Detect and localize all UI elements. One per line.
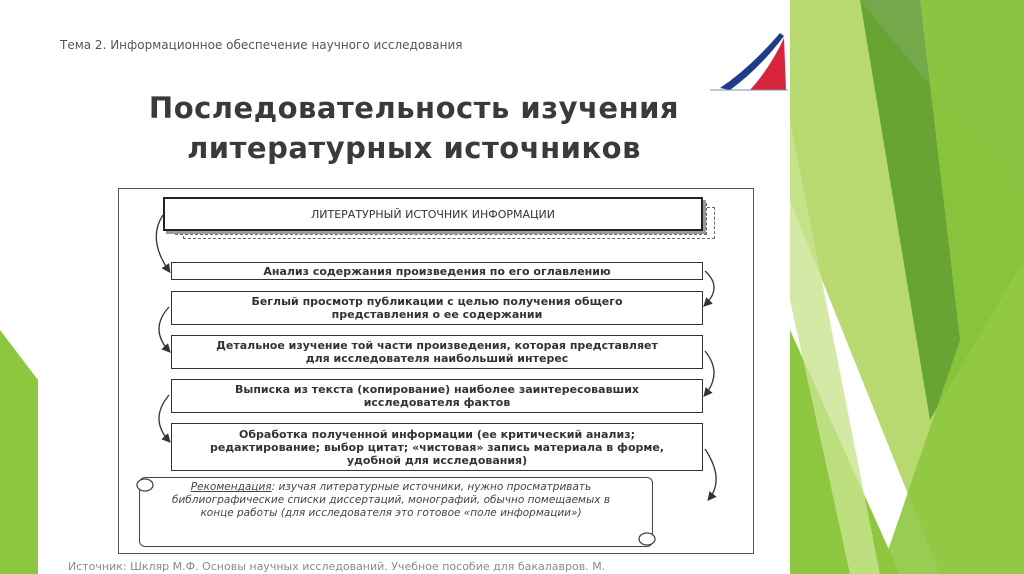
page-title	[38, 88, 790, 168]
step-label: Детальное изучение той части произведения, которая представляет для исследователя наибольший интерес	[216, 339, 658, 365]
source-label: ЛИТЕРАТУРНЫЙ ИСТОЧНИК ИНФОРМАЦИИ	[311, 207, 555, 221]
step-label: Обработка полученной информации (ее критический анализ; редактирование; выбор цитат; «чистовая» запись материала в форме, удобной для исследования)	[209, 427, 665, 467]
recommendation-body: : изучая литературные источники, нужно просматривать библиографические списки диссертаций, монографий, обычно помещаемых в конце работы (для исследователя это готовое «поле информации»)	[171, 481, 611, 519]
university-logo-icon	[710, 28, 790, 92]
source-footer: Источник: Шкляр М.Ф. Основы научных исследований. Учебное пособие для бакалавров. М.	[68, 560, 606, 573]
step-label: Беглый просмотр публикации с целью получения общего представления о ее содержании	[251, 295, 623, 321]
slide-topic: Тема 2. Информационное обеспечение научного исследования	[60, 38, 463, 52]
step-label: Выписка из текста (копирование) наиболее заинтересовавших исследователя фактов	[234, 383, 640, 409]
title-line-2: литературных источников	[187, 131, 641, 165]
recommendation-label: Рекомендация	[190, 481, 272, 493]
title-line-1: Последовательность изучения	[148, 91, 680, 125]
process-diagram	[118, 188, 754, 554]
recommendation-text	[157, 481, 625, 541]
step-label: Анализ содержания произведения по его оглавлению	[263, 264, 611, 278]
left-green-shape	[0, 330, 38, 574]
slide	[38, 0, 790, 574]
